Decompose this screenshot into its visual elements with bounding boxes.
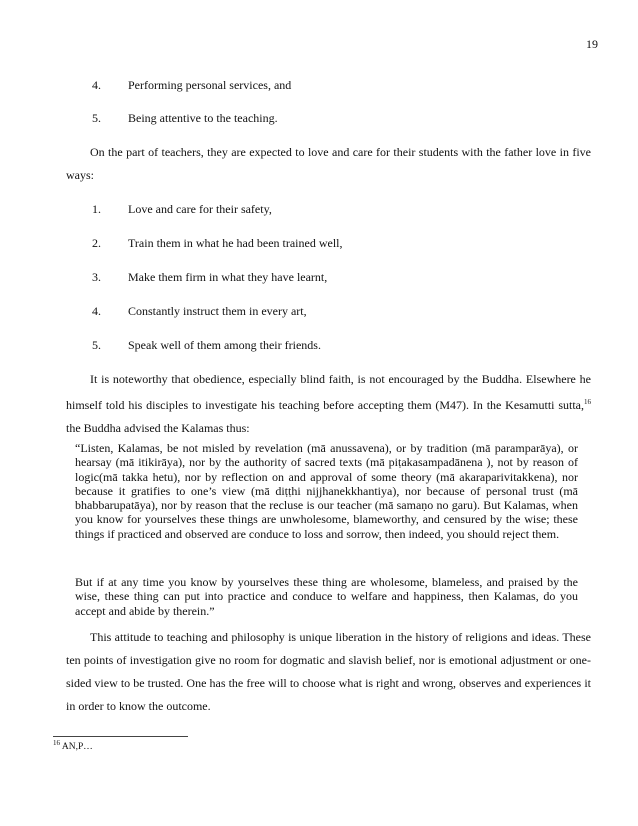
footnote-number: 16	[53, 739, 60, 747]
list-item	[92, 270, 327, 285]
page-number: 19	[586, 37, 598, 51]
list-number: 5.	[92, 338, 101, 352]
list-number: 5.	[92, 111, 101, 125]
list-number: 1.	[92, 202, 101, 216]
list-number: 4.	[92, 304, 101, 318]
list-item	[92, 236, 343, 251]
conclusion-paragraph: This attitude to teaching and philosophy is unique liberation in the history of religions and ideas. These ten points of investigation give no room for dogmatic and slavish belief, nor is emotional adjustment or one-sided view to be trusted. One has the free will to choose what is right and wrong, observes and experiences it in order to know the outcome.	[66, 630, 591, 713]
footnote-reference: 16	[584, 398, 591, 406]
block-quote-part-1: “Listen, Kalamas, be not misled by revelation (mā anussavena), or by tradition (mā paramparāya), or hearsay (mā itikirāya), nor by the authority of sacred texts (mā piṭakasampadānena ), not by reason of logic(mā takka hetu), nor by reflection on and approval of some theory (mā akaraparivitakkena), nor because it gratifies to one’s view (mā diṭṭhi nijjhanekkhantiya), nor because of personal trust (mā bhabbarupatāya), nor by reason that the recluse is our teacher (mā samaṇo no garu). But Kalamas, when you know for yourselves these things are unwholesome, blameworthy, and censured by the wise; these things if practiced and observed are conduce to loss and sorrow, then indeed, you should reject them.	[75, 441, 578, 541]
list-text: Love and care for their safety,	[128, 202, 272, 216]
list-number: 4.	[92, 78, 101, 92]
list-item	[92, 304, 307, 319]
list-text: Speak well of them among their friends.	[128, 338, 321, 352]
obedience-text-end: the Buddha advised the Kalamas thus:	[66, 421, 250, 435]
obedience-paragraph	[66, 368, 591, 440]
list-number: 2.	[92, 236, 101, 250]
obedience-text: It is noteworthy that obedience, especially blind faith, is not encouraged by the Buddha. Elsewhere he himself told his disciples to investigate his teaching before accepting them (M47). In the Kesamutti sutta,	[66, 372, 591, 412]
list-number: 3.	[92, 270, 101, 284]
teachers-intro-paragraph: On the part of teachers, they are expected to love and care for their students with the father love in five ways:	[66, 145, 591, 182]
footnote-text: AN,P…	[60, 742, 93, 753]
list-text: Constantly instruct them in every art,	[128, 304, 307, 318]
list-text: Make them firm in what they have learnt,	[128, 270, 328, 284]
footnote	[53, 739, 93, 752]
block-quote-part-2: But if at any time you know by yourselves these thing are wholesome, blameless, and praised by the wise, these thing can put into practice and conduce to welfare and happiness, then Kalamas, do you accept and abide by therein.”	[75, 575, 578, 618]
list-item	[92, 78, 291, 93]
list-item	[92, 338, 321, 353]
footnote-separator	[53, 736, 188, 737]
list-item	[92, 111, 278, 126]
list-text: Performing personal services, and	[128, 78, 292, 92]
list-item	[92, 202, 272, 217]
list-text: Train them in what he had been trained well,	[128, 236, 343, 250]
list-text: Being attentive to the teaching.	[128, 111, 278, 125]
